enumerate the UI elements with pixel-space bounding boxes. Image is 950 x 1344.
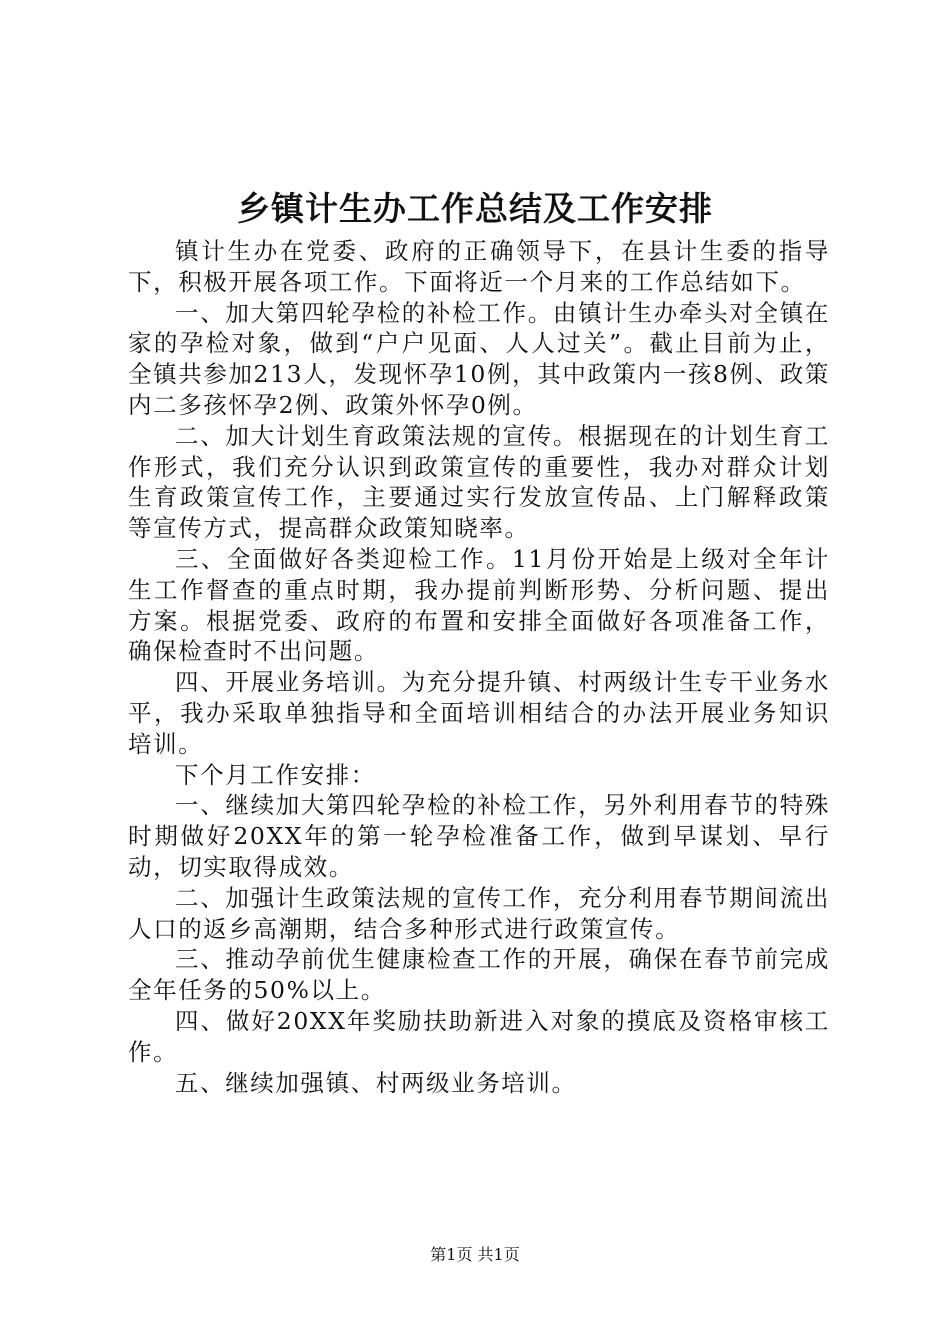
paragraph-plan-5: 五、继续加强镇、村两级业务培训。 [175, 1068, 577, 1097]
paragraph-item-3: 三、全面做好各类迎检工作。11月份开始是上级对全年计生工作督查的重点时期，我办提前判断形势、分析问题、提出方案。根据党委、政府的布置和安排全面做好各项准备工作，确保检查时不出问题。 [128, 544, 830, 666]
paragraph-intro: 镇计生办在党委、政府的正确领导下，在县计生委的指导下，积极开展各项工作。下面将近一个月来的工作总结如下。 [128, 237, 830, 296]
paragraph-plan-2: 二、加强计生政策法规的宣传工作，充分利用春节期间流出人口的返乡高潮期，结合多种形式进行政策宣传。 [128, 883, 830, 943]
document-title: 乡镇计生办工作总结及工作安排 [237, 189, 713, 228]
paragraph-item-1: 一、加大第四轮孕检的补检工作。由镇计生办牵头对全镇在家的孕检对象，做到“户户见面、人人过关”。截止目前为止，全镇共参加213人，发现怀孕10例，其中政策内一孩8例、政策内二多孩怀孕2例、政策外怀孕0例。 [128, 298, 830, 419]
paragraph-item-4: 四、开展业务培训。为充分提升镇、村两级计生专干业务水平，我办采取单独指导和全面培训相结合的办法开展业务知识培训。 [128, 668, 830, 758]
page-footer: 第1页 共1页 [430, 1245, 520, 1264]
document-body [128, 236, 830, 1098]
paragraph-item-2: 二、加大计划生育政策法规的宣传。根据现在的计划生育工作形式，我们充分认识到政策宣传的重要性，我办对群众计划生育政策宣传工作，主要通过实行发放宣传品、上门解释政策等宣传方式，提高群众政策知晓率。 [128, 421, 830, 543]
paragraph-plan-4: 四、做好20XX年奖励扶助新进入对象的摸底及资格审核工作。 [128, 1006, 830, 1066]
paragraph-next-month-heading: 下个月工作安排： [175, 760, 376, 789]
paragraph-plan-3: 三、推动孕前优生健康检查工作的开展，确保在春节前完成全年任务的50%以上。 [128, 945, 830, 1005]
paragraph-plan-1: 一、继续加大第四轮孕检的补检工作，另外利用春节的特殊时期做好20XX年的第一轮孕检准备工作，做到早谋划、早行动，切实取得成效。 [128, 791, 830, 881]
